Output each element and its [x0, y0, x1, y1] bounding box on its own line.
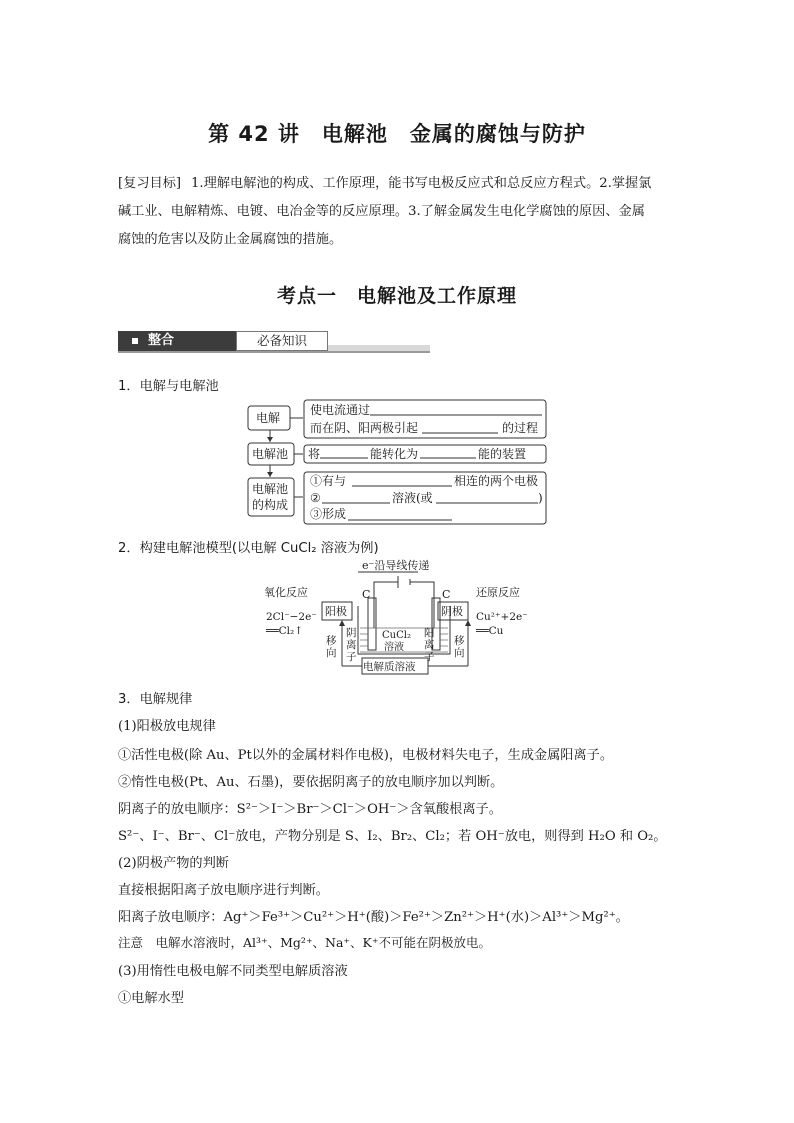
r3-text-f: ③形成 [310, 507, 347, 521]
oxidation-label: 氧化反应 [264, 586, 308, 599]
right-ion-1: 阳 [424, 627, 435, 639]
r3-text-a: ①有与 [310, 474, 347, 488]
left-ion-3: 子 [346, 651, 357, 663]
label-composition-2: 的构成 [252, 498, 289, 512]
right-ion-3: 子 [424, 651, 435, 663]
review-goals [118, 170, 678, 254]
banner-underline [118, 351, 430, 353]
r3-text-e: ) [538, 491, 543, 505]
left-ion-1: 阴 [346, 627, 357, 639]
heading-3: 3．电解规律 [118, 692, 193, 707]
text-line-5: S²⁻、I⁻、Br⁻、Cl⁻放电，产物分别是 S、I₂、Br₂、Cl₂；若 OH⁻放电，则得到 H₂O 和 O₂。 [118, 829, 667, 844]
note-line: 注意 电解水溶液时，Al³⁺、Mg²⁺、Na⁺、K⁺不可能在阴极放电。 [118, 935, 491, 950]
electrolyte-label: 电解质溶液 [363, 661, 416, 673]
cathode-equation-1: Cu²⁺+2e⁻ [476, 611, 528, 623]
r2-text-c: 能的装置 [478, 447, 527, 461]
goals-tag: [复习目标] [118, 176, 182, 191]
banner-dark-tab: 整合 [118, 331, 236, 351]
cathode-label: 阴极 [441, 605, 463, 618]
text-line-11: ①电解水型 [118, 991, 184, 1006]
section-title: 考点一 电解池及工作原理 [276, 285, 517, 307]
goals-line-1: [复习目标] 1.理解电解池的构成、工作原理，能书写电极反应式和总反应方程式。2.掌握氯 [118, 176, 652, 191]
right-ion-2: 离 [424, 639, 435, 651]
r2-text-b: 能转化为 [370, 447, 419, 461]
text-line-2: ①活性电极(除 Au、Pt以外的金属材料作电极)，电极材料失电子，生成金属阳离子。 [118, 748, 614, 763]
text-line-8: 阳离子放电顺序：Ag⁺＞Fe³⁺＞Cu²⁺＞H⁺(酸)＞Fe²⁺＞Zn²⁺＞H⁺(水)＞Al³⁺＞Mg²⁺。 [118, 910, 629, 925]
text-line-6: (2)阴极产物的判断 [118, 856, 229, 871]
label-electrolysis: 电解 [256, 411, 281, 425]
left-move-2: 向 [326, 647, 337, 659]
electrolysis-concept-diagram [240, 398, 555, 528]
goals-line-2: 碱工业、电解精炼、电镀、电冶金等的反应原理。3.了解金属发生电化学腐蚀的原因、金属 [118, 204, 645, 219]
cathode-equation-2: ══Cu [476, 625, 504, 637]
electrode-c-left: C [362, 588, 371, 601]
text-line-3: ②惰性电极(Pt、Au、石墨)，要依据阴离子的放电顺序加以判断。 [118, 775, 504, 790]
heading-1: 1．电解与电解池 [118, 379, 219, 394]
label-cell: 电解池 [252, 447, 289, 461]
label-composition-1: 电解池 [252, 482, 289, 496]
right-move-2: 向 [454, 647, 465, 659]
text-line-10: (3)用惰性电极电解不同类型电解质溶液 [118, 964, 348, 979]
left-ion-2: 离 [346, 639, 357, 651]
solution-label-1: CuCl₂ [382, 630, 411, 641]
arrow-up-icon [339, 620, 345, 626]
left-electrode [368, 598, 376, 650]
r1-text-c: 的过程 [502, 421, 539, 435]
arrow-down-icon [267, 437, 273, 442]
section-banner [118, 331, 430, 353]
right-move-1: 移 [454, 635, 465, 647]
banner-light-tab: 必备知识 [236, 331, 328, 351]
electrolytic-cell-diagram [258, 558, 538, 676]
r3-text-c: ② [310, 491, 321, 505]
heading-2: 2．构建电解池模型(以电解 CuCl₂ 溶液为例) [118, 541, 379, 556]
r3-text-b: 相连的两个电极 [454, 474, 539, 488]
electrode-c-right: C [442, 588, 451, 601]
anode-equation-2: ══Cl₂↑ [266, 625, 304, 637]
text-line-1: (1)阳极放电规律 [118, 719, 216, 734]
reduction-label: 还原反应 [476, 586, 520, 599]
arrow-up-icon [465, 620, 471, 626]
r2-text-a: 将 [308, 447, 321, 461]
text-line-4: 阴离子的放电顺序：S²⁻＞I⁻＞Br⁻＞Cl⁻＞OH⁻＞含氧酸根离子。 [118, 802, 502, 817]
r3-text-d: 溶液(或 [392, 491, 433, 505]
goals-line-3: 腐蚀的危害以及防止金属腐蚀的措施。 [118, 232, 343, 247]
r1-text-b: 而在阴、阳两极引起 [310, 421, 419, 435]
anode-label: 阳极 [325, 605, 347, 618]
wire-label: e⁻沿导线传递 [362, 559, 430, 572]
page-title: 第 42 讲 电解池 金属的腐蚀与防护 [208, 122, 586, 146]
square-icon [132, 338, 138, 344]
anode-equation-1: 2Cl⁻−2e⁻ [266, 611, 317, 623]
r1-text-a: 使电流通过 [310, 403, 371, 417]
arrow-down-icon [267, 472, 273, 477]
text-line-7: 直接根据阳离子放电顺序进行判断。 [118, 883, 329, 898]
left-move-1: 移 [326, 635, 337, 647]
solution-label-2: 溶液 [384, 642, 404, 653]
